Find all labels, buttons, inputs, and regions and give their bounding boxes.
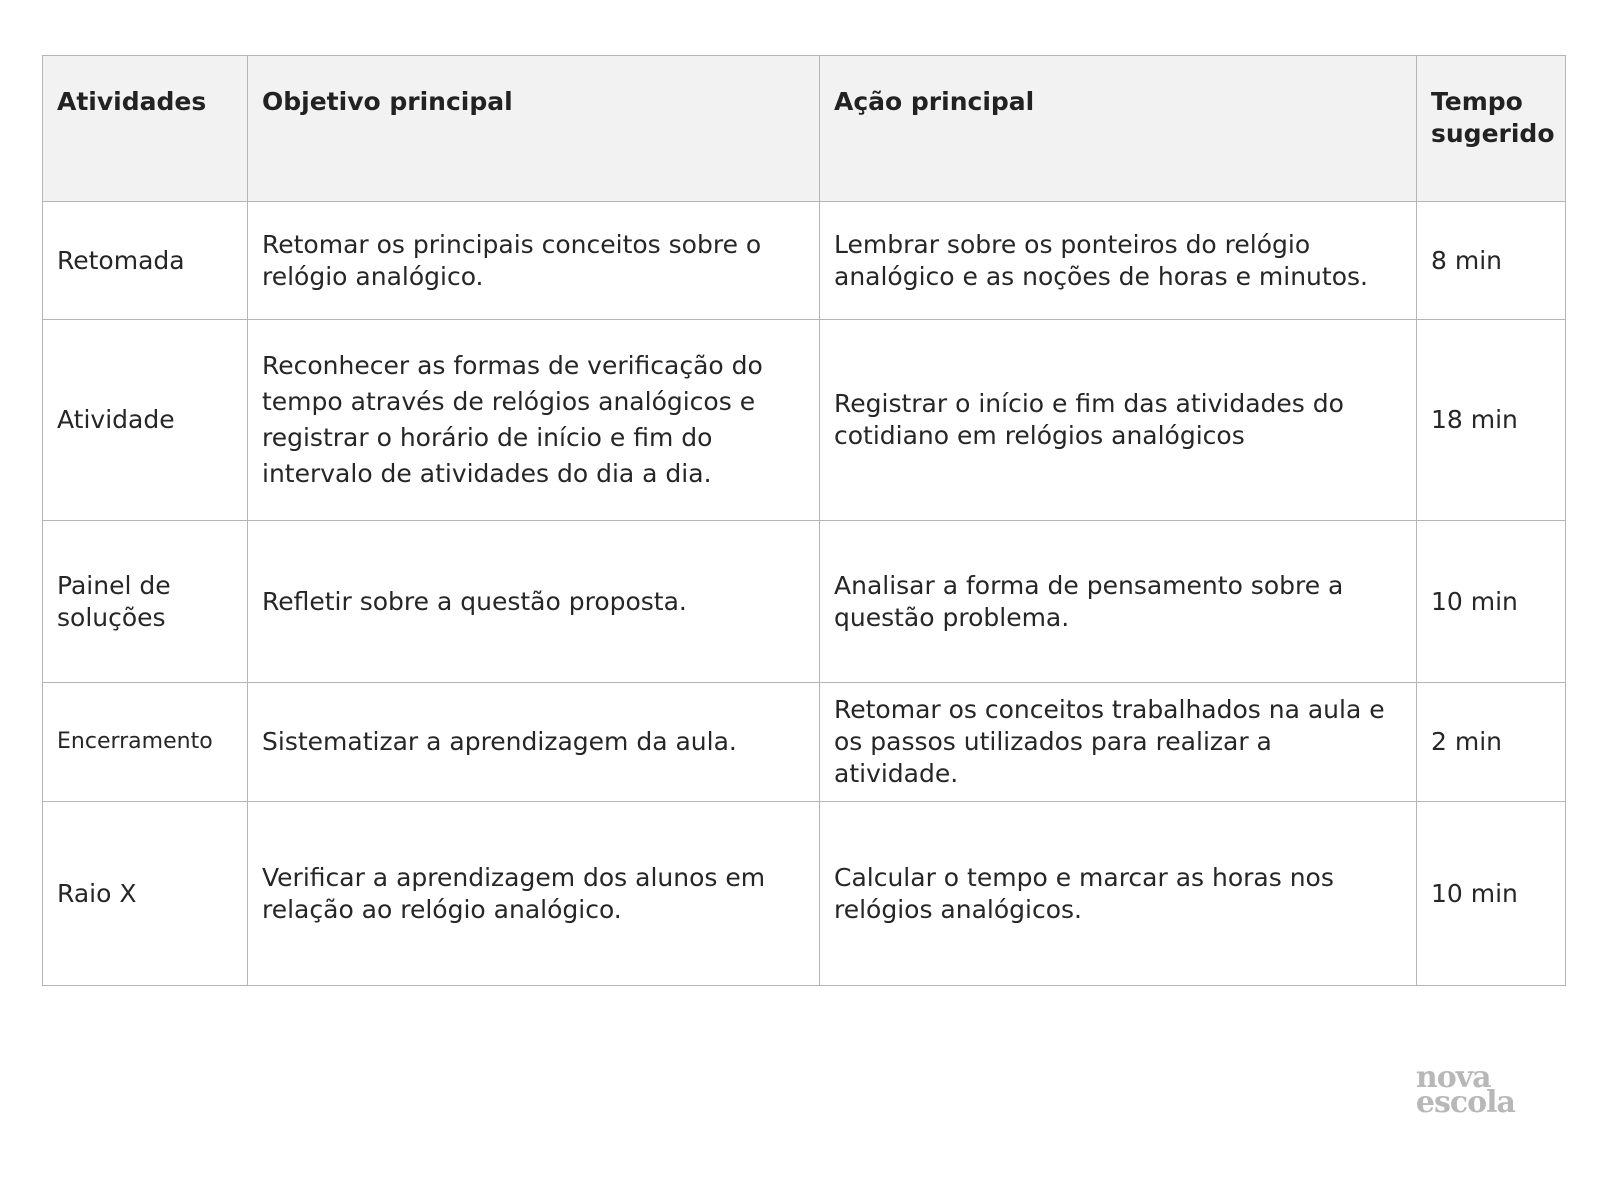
objective-cell: Retomar os principais conceitos sobre o relógio analógico. — [248, 202, 820, 320]
action-cell: Analisar a forma de pensamento sobre a questão problema. — [820, 521, 1417, 683]
activity-cell: Painel de soluções — [43, 521, 248, 683]
lesson-plan-table — [42, 55, 1566, 986]
activity-cell: Atividade — [43, 320, 248, 521]
objective-cell: Sistematizar a aprendizagem da aula. — [248, 683, 820, 802]
action-cell: Lembrar sobre os ponteiros do relógio analógico e as noções de horas e minutos. — [820, 202, 1417, 320]
table-row — [43, 202, 1566, 320]
header-row — [43, 56, 1566, 202]
time-cell: 18 min — [1417, 320, 1566, 521]
time-cell: 10 min — [1417, 521, 1566, 683]
time-cell: 2 min — [1417, 683, 1566, 802]
nova-escola-logo — [1415, 1060, 1515, 1120]
table-body — [43, 202, 1566, 986]
header-acao: Ação principal — [820, 56, 1417, 202]
objective-cell: Verificar a aprendizagem dos alunos em relação ao relógio analógico. — [248, 802, 820, 986]
activity-cell: Encerramento — [43, 683, 248, 802]
objective-cell: Reconhecer as formas de verificação do tempo através de relógios analógicos e registrar o horário de início e fim do intervalo de atividades do dia a dia. — [248, 320, 820, 521]
header-objetivo: Objetivo principal — [248, 56, 820, 202]
table-row — [43, 802, 1566, 986]
table-header — [43, 56, 1566, 202]
time-cell: 8 min — [1417, 202, 1566, 320]
action-cell: Retomar os conceitos trabalhados na aula e os passos utilizados para realizar a atividade. — [820, 683, 1417, 802]
time-cell: 10 min — [1417, 802, 1566, 986]
action-cell: Calcular o tempo e marcar as horas nos relógios analógicos. — [820, 802, 1417, 986]
table-row — [43, 683, 1566, 802]
action-cell: Registrar o início e fim das atividades do cotidiano em relógios analógicos — [820, 320, 1417, 521]
header-atividades: Atividades — [43, 56, 248, 202]
logo-line-1: nova — [1415, 1060, 1491, 1095]
table-row — [43, 320, 1566, 521]
header-tempo: Tempo sugerido — [1417, 56, 1566, 202]
logo-line-2: escola — [1415, 1085, 1515, 1120]
activity-cell: Raio X — [43, 802, 248, 986]
table-row — [43, 521, 1566, 683]
objective-cell: Refletir sobre a questão proposta. — [248, 521, 820, 683]
activity-cell: Retomada — [43, 202, 248, 320]
